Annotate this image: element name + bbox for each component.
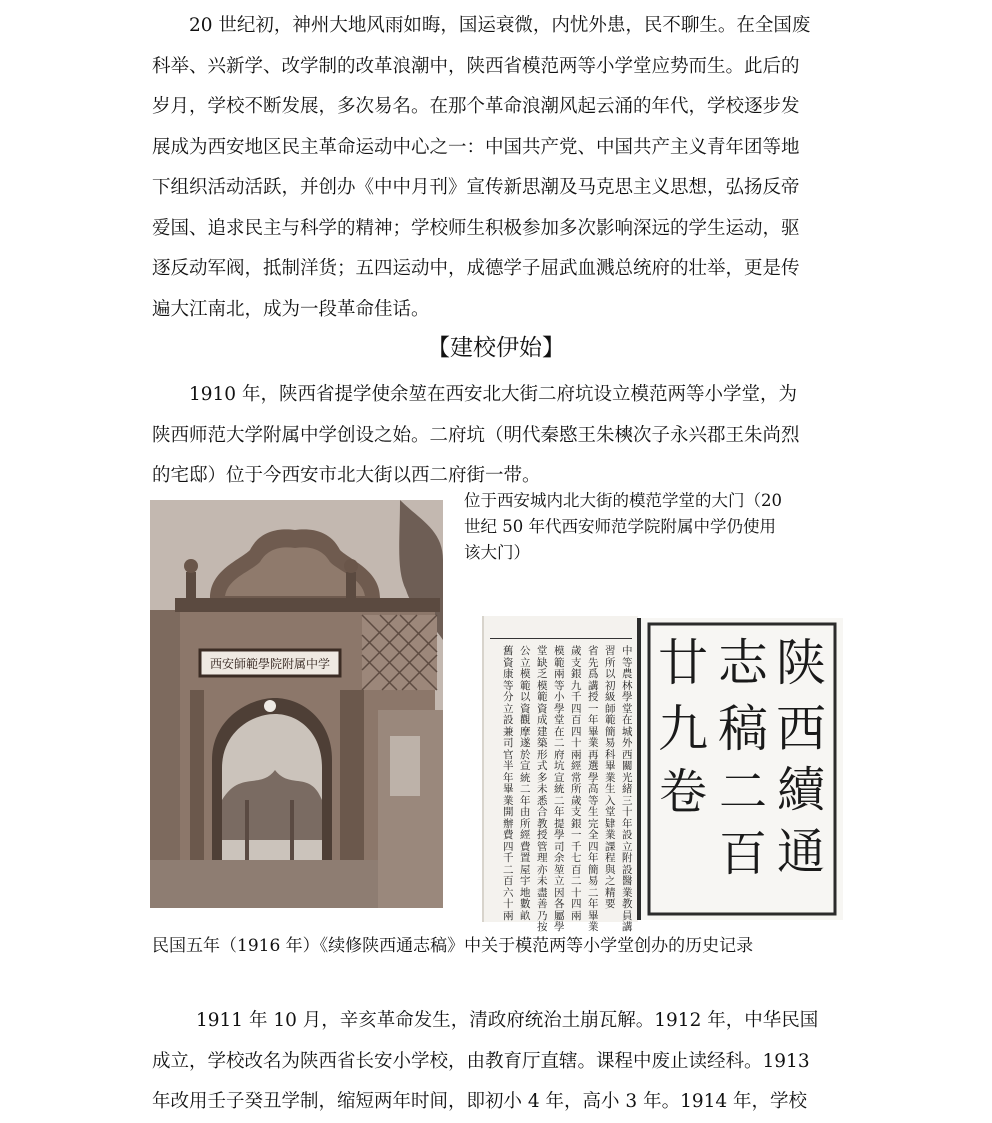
intro-line: 科举、兴新学、改学制的改革浪潮中，陕西省模范两等小学堂应势而生。此后的 <box>152 55 800 77</box>
revolution-line: 成立，学校改名为陕西省长安小学校，由教育厅直辖。课程中废止读经科。1913 <box>152 1050 810 1072</box>
school-gate-photo <box>150 500 443 908</box>
seal-char: 稿 <box>718 700 768 758</box>
intro-line: 展成为西安地区民主革命运动中心之一：中国共产党、中国共产主义青年团等地 <box>152 136 800 158</box>
intro-line: 逐反动军阀，抵制洋货；五四运动中，成德学子屈武血溅总统府的壮举，更是传 <box>152 258 800 279</box>
record-column: 模範兩等小學堂在二府坑宣統二年提學司余堃立因各屬學 <box>554 645 565 933</box>
revolution-line: 年改用壬子癸丑学制，缩短两年时间，即初小 4 年，高小 3 年。1914 年，学校 <box>152 1091 808 1112</box>
intro-line: 遍大江南北，成为一段革命佳话。 <box>152 298 430 320</box>
seal-char: 陕 <box>776 634 826 692</box>
founding-line: 的宅邸）位于今西安市北大街以西二府街一带。 <box>152 465 541 486</box>
record-column: 公立模範以資觀摩遂於宣統二年由所經費置屋宇地數畝 <box>520 645 531 922</box>
record-column: 堂缺乏模範資成建築形式多未悉合教授管理亦未盡善乃按 <box>537 645 548 933</box>
seal-char: 志 <box>718 634 768 692</box>
seal-char: 二 <box>718 764 768 820</box>
seal-char: 九 <box>658 700 708 758</box>
seal-char: 西 <box>776 700 826 758</box>
gate-sign-text: 西安師範學院附属中学 <box>209 657 331 671</box>
intro-line: 岁月，学校不断发展，多次易名。在那个革命浪潮风起云涌的年代，学校逐步发 <box>152 96 800 117</box>
seal-char: 續 <box>776 762 826 818</box>
record-column: 舊資康等分立設兼司官半年畢業開辦費四千二百六十兩 <box>503 645 514 922</box>
seal-char: 卷 <box>658 764 708 820</box>
founding-line: 陕西师范大学附属中学创设之始。二府坑（明代秦愍王朱樉次子永兴郡王朱尚烈 <box>152 424 800 446</box>
seal-char: 百 <box>718 826 768 882</box>
caption-line: 位于西安城内北大街的模范学堂的大门（20 <box>464 491 782 510</box>
record-column: 習所以初級師範簡易科畢業生入堂肄業課程與之精要 <box>605 645 616 910</box>
historical-record-photo <box>482 616 638 933</box>
caption-line: 该大门） <box>464 543 530 562</box>
record-column: 省先爲講授一年畢業再選學高等生完全四年簡易二年畢業 <box>588 645 599 933</box>
seal-script-cover-photo <box>637 618 843 920</box>
founding-paragraph <box>152 375 842 497</box>
revolution-paragraph <box>152 1001 842 1123</box>
record-caption: 民国五年（1916 年）《续修陕西通志稿》中关于模范两等小学堂创办的历史记录 <box>152 936 754 956</box>
record-column: 歲支銀九千四百四十兩經常所歲支銀一千七百二十四兩 <box>571 645 582 922</box>
gate-photo-caption <box>464 488 844 566</box>
seal-char: 廿 <box>658 634 708 692</box>
intro-line: 下组织活动活跃，并创办《中中月刊》宣传新思潮及马克思主义思想，弘扬反帝 <box>152 177 800 198</box>
founding-line: 1910 年，陕西省提学使余堃在西安北大街二府坑设立模范两等小学堂，为 <box>189 384 797 405</box>
intro-paragraph <box>152 6 842 330</box>
section-heading: 【建校伊始】 <box>427 335 565 361</box>
record-column: 中等農林學堂在城外西關光緒三十年設立附設醫業教員講 <box>622 645 633 933</box>
intro-line: 20 世纪初，神州大地风雨如晦，国运衰微，内忧外患，民不聊生。在全国废 <box>189 15 811 36</box>
revolution-line: 1911 年 10 月，辛亥革命发生，清政府统治土崩瓦解。1912 年，中华民国 <box>196 1010 819 1031</box>
seal-char: 通 <box>776 824 826 880</box>
record-header-rule <box>490 622 632 639</box>
intro-line: 爱国、追求民主与科学的精神；学校师生积极参加多次影响深远的学生运动，驱 <box>152 217 800 239</box>
caption-line: 世纪 50 年代西安师范学院附属中学仍使用 <box>464 517 776 536</box>
